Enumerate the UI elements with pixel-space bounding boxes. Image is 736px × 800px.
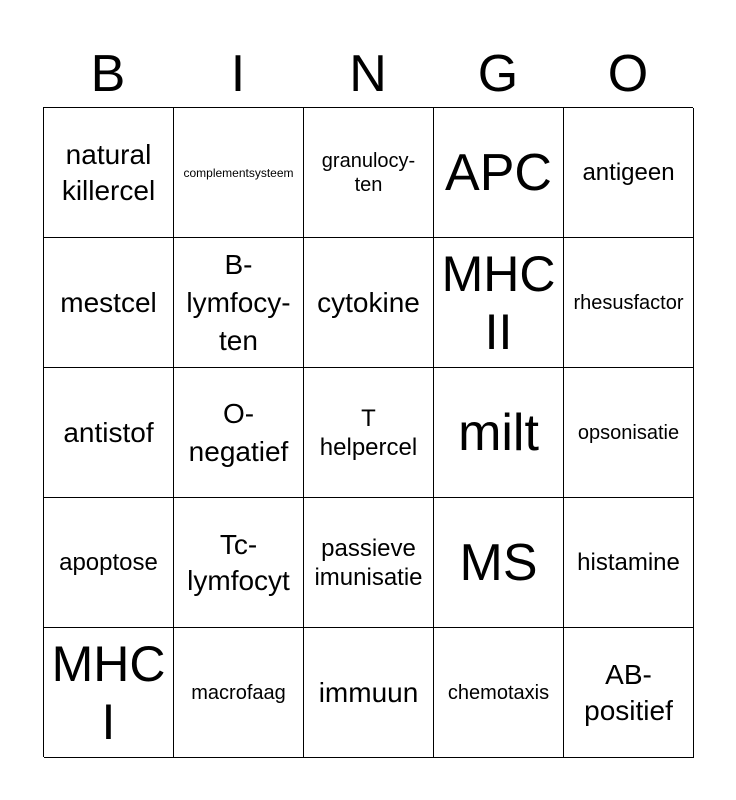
cell-label: macrofaag (191, 681, 286, 704)
bingo-cell[interactable] (304, 108, 434, 238)
cell-label: natural killercel (61, 138, 156, 206)
bingo-cell[interactable] (44, 108, 174, 238)
bingo-cell[interactable] (304, 238, 434, 368)
cell-label: antigeen (582, 159, 675, 186)
cell-label: opsonisatie (577, 421, 680, 444)
bingo-cell[interactable] (44, 368, 174, 498)
bingo-cell[interactable] (174, 628, 304, 758)
header-letter-o: O (607, 45, 649, 103)
bingo-cell[interactable] (564, 368, 694, 498)
cell-label: B- lymfocy- ten (186, 248, 291, 356)
bingo-cell[interactable] (44, 238, 174, 368)
bingo-cell[interactable] (174, 108, 304, 238)
header-letter-g: G (477, 45, 519, 103)
bingo-cell[interactable] (44, 498, 174, 628)
header-letter-n: N (349, 45, 387, 103)
cell-label: MHC I (51, 635, 166, 750)
bingo-cell[interactable] (434, 368, 564, 498)
cell-label: O- negatief (188, 397, 289, 467)
header-letter-b: B (90, 45, 126, 103)
cell-label: MS (459, 533, 538, 592)
cell-label: antistof (63, 416, 154, 448)
cell-label: milt (458, 403, 539, 462)
cell-label: APC (445, 143, 552, 202)
cell-label: rhesusfactor (573, 291, 684, 314)
bingo-cell[interactable] (174, 368, 304, 498)
cell-label: apoptose (59, 549, 158, 576)
bingo-cell[interactable] (174, 238, 304, 368)
bingo-cell[interactable] (564, 498, 694, 628)
cell-label: complementsysteem (183, 165, 294, 180)
bingo-cell[interactable] (304, 368, 434, 498)
bingo-cell[interactable] (434, 108, 564, 238)
bingo-cell[interactable] (174, 498, 304, 628)
cell-label: T helpercel (319, 404, 418, 461)
cell-label: cytokine (317, 286, 420, 318)
bingo-cell[interactable] (434, 238, 564, 368)
cell-label: mestcel (60, 286, 157, 318)
cell-label: MHC II (441, 245, 556, 360)
cell-label: passieve imunisatie (314, 534, 423, 591)
bingo-cell[interactable] (564, 108, 694, 238)
bingo-cell[interactable] (564, 628, 694, 758)
bingo-cell[interactable] (434, 628, 564, 758)
cell-label: histamine (577, 549, 680, 576)
bingo-cell[interactable] (44, 628, 174, 758)
cell-label: immuun (318, 676, 419, 708)
cell-label: AB- positief (584, 658, 673, 726)
bingo-cell[interactable] (434, 498, 564, 628)
cell-label: granulocy- ten (321, 149, 416, 196)
header-letter-i: I (230, 45, 246, 103)
cell-label: chemotaxis (447, 681, 550, 704)
bingo-grid (43, 107, 693, 757)
bingo-cell[interactable] (564, 238, 694, 368)
bingo-cell[interactable] (304, 628, 434, 758)
bingo-cell[interactable] (304, 498, 434, 628)
cell-label: Tc- lymfocyt (187, 528, 290, 596)
bingo-header (43, 42, 693, 106)
